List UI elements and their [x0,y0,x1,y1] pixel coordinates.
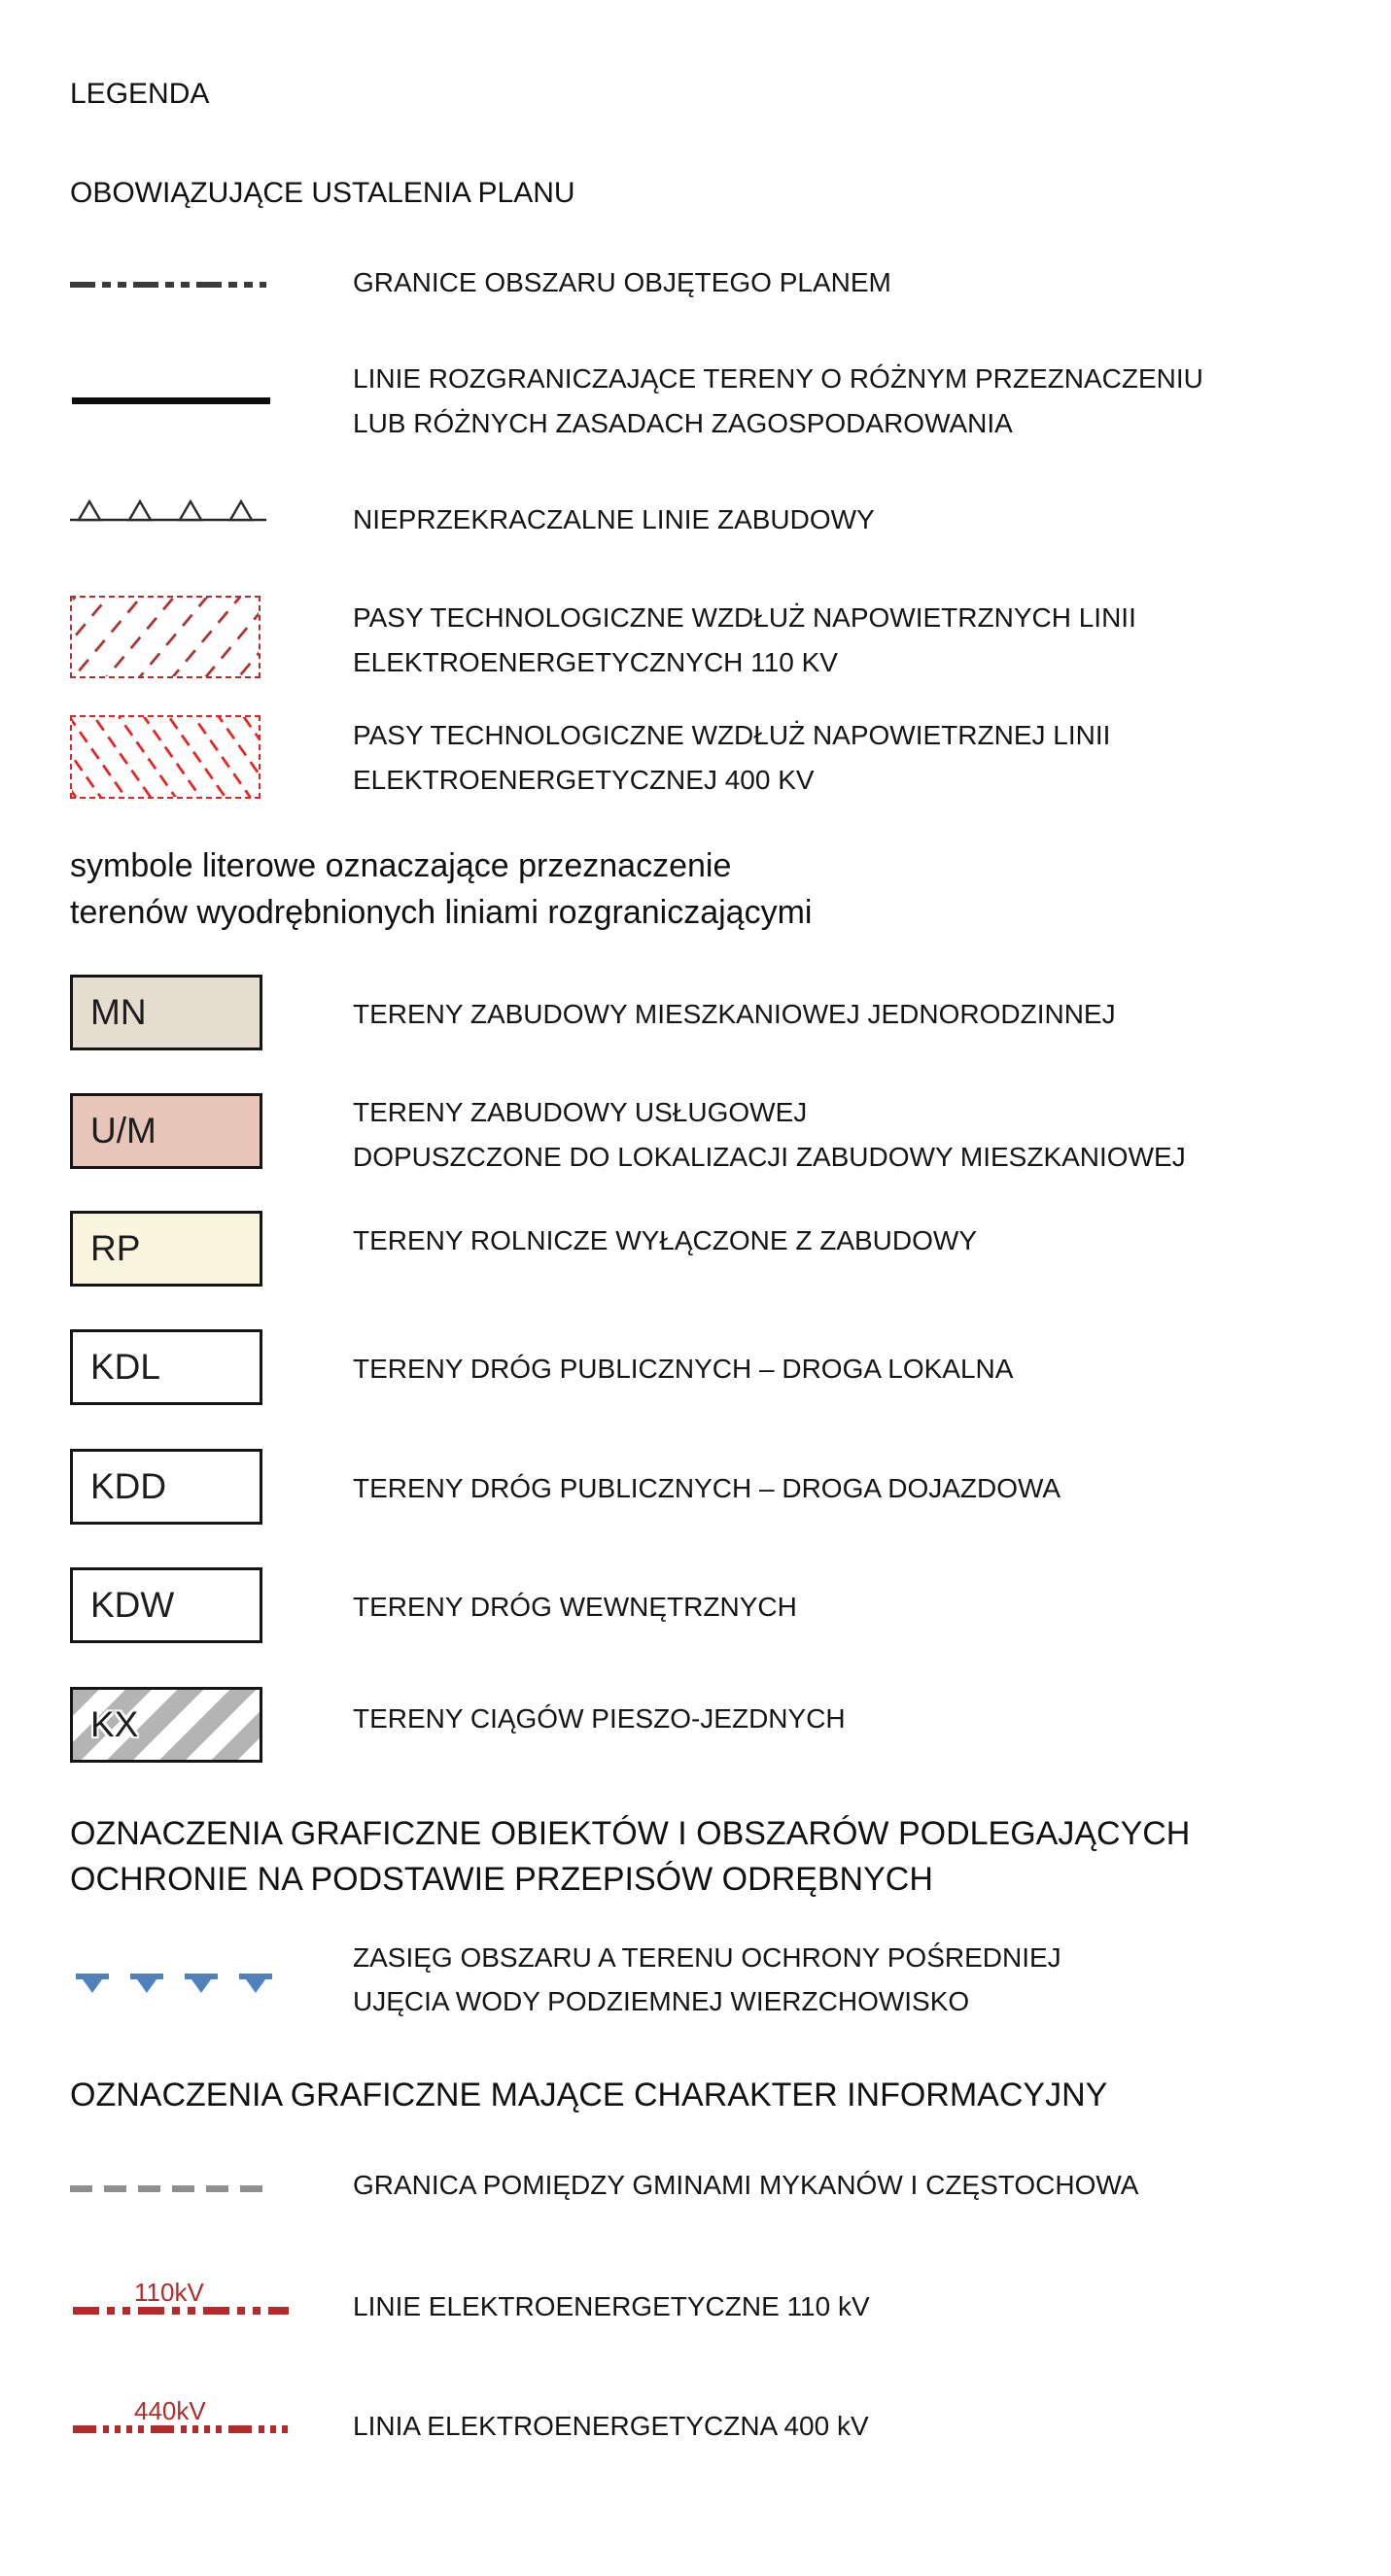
commune-boundary-line-icon [70,2185,270,2192]
tech-belt-110kv-swatch [70,596,261,678]
item-description: DOPUSZCZONE DO LOKALIZACJI ZABUDOWY MIESZKANIOWEJ [353,1142,1186,1172]
item-description: TERENY DRÓG PUBLICZNYCH – DROGA DOJAZDOWA [353,1473,1061,1503]
item-description: LUB RÓŻNYCH ZASADACH ZAGOSPODAROWANIA [353,408,1013,438]
zone-code: KDW [90,1585,175,1625]
item-description: TERENY ROLNICZE WYŁĄCZONE Z ZABUDOWY [353,1225,977,1255]
zone-code: KDD [90,1466,167,1506]
red-hatch-400-icon [72,717,259,797]
tech-belt-400kv-swatch [70,715,261,799]
section-heading-ochrona-line2: OCHRONIE NA PODSTAWIE PRZEPISÓW ODRĘBNYCH [70,1861,933,1898]
zone-swatch-kdd [70,1449,262,1525]
red-hatch-110-icon [72,598,259,676]
section-heading-symbole-line2: terenów wyodrębnionych liniami rozgraniczającymi [70,894,813,931]
section-heading-ochrona-line1: OZNACZENIA GRAFICZNE OBIEKTÓW I OBSZARÓW PODLEGAJĄCYCH [70,1815,1191,1852]
item-description: UJĘCIA WODY PODZIEMNEJ WIERZCHOWISKO [353,1986,970,2016]
item-description: NIEPRZEKRACZALNE LINIE ZABUDOWY [353,504,875,534]
item-description: LINIE ELEKTROENERGETYCZNE 110 kV [353,2291,870,2321]
zone-code: KDL [90,1347,160,1387]
item-description: PASY TECHNOLOGICZNE WZDŁUŻ NAPOWIETRZNEJ LINII [353,720,1111,750]
item-description: PASY TECHNOLOGICZNE WZDŁUŻ NAPOWIETRZNYCH LINII [353,602,1136,633]
legend-title: LEGENDA [70,78,210,110]
item-description: TERENY DRÓG WEWNĘTRZNYCH [353,1592,797,1622]
item-description: TERENY ZABUDOWY USŁUGOWEJ [353,1097,808,1127]
section-heading-informacyjne: OZNACZENIA GRAFICZNE MAJĄCE CHARAKTER INFORMACYJNY [70,2077,1108,2113]
power-line-400kv-icon [73,2425,292,2433]
item-description: TERENY ZABUDOWY MIESZKANIOWEJ JEDNORODZINNEJ [353,999,1116,1029]
section-heading-symbole-line1: symbole literowe oznaczające przeznaczenie [70,847,732,884]
plan-boundary-line-icon [70,282,266,288]
item-description: LINIE ROZGRANICZAJĄCE TERENY O RÓŻNYM PRZEZNACZENIU [353,363,1203,394]
section-heading-obowiazujace: OBOWIĄZUJĄCE USTALENIA PLANU [70,177,575,209]
item-description: LINIA ELEKTROENERGETYCZNA 400 kV [353,2411,869,2441]
building-limit-triangles-icon [68,496,268,523]
zone-swatch-kdl [70,1329,262,1405]
item-description: ELEKTROENERGETYCZNYCH 110 KV [353,647,838,677]
zone-swatch-mn [70,975,262,1050]
power-line-400kv-tag: 440kV [134,2396,206,2425]
item-description: ELEKTROENERGETYCZNEJ 400 KV [353,765,815,795]
item-description: GRANICA POMIĘDZY GMINAMI MYKANÓW I CZĘSTOCHOWA [353,2170,1139,2200]
zone-code: KX [90,1704,139,1744]
item-description: TERENY DRÓG PUBLICZNYCH – DROGA LOKALNA [353,1354,1014,1384]
item-description: TERENY CIĄGÓW PIESZO-JEZDNYCH [353,1703,846,1734]
zone-swatch-um [70,1093,262,1169]
zone-swatch-rp [70,1211,262,1287]
zone-swatch-kx [70,1687,262,1763]
zone-code: U/M [90,1111,156,1151]
power-line-110kv-tag: 110kV [134,2278,204,2307]
item-description: ZASIĘG OBSZARU A TERENU OCHRONY POŚREDNIEJ [353,1942,1061,1973]
power-line-110kv-icon [73,2307,289,2315]
water-protection-zone-icon [74,1971,299,1996]
dividing-line-icon [72,397,270,404]
item-description: GRANICE OBSZARU OBJĘTEGO PLANEM [353,267,891,297]
zone-code: MN [90,992,147,1032]
zone-code: RP [90,1228,141,1268]
zone-swatch-kdw [70,1567,262,1643]
